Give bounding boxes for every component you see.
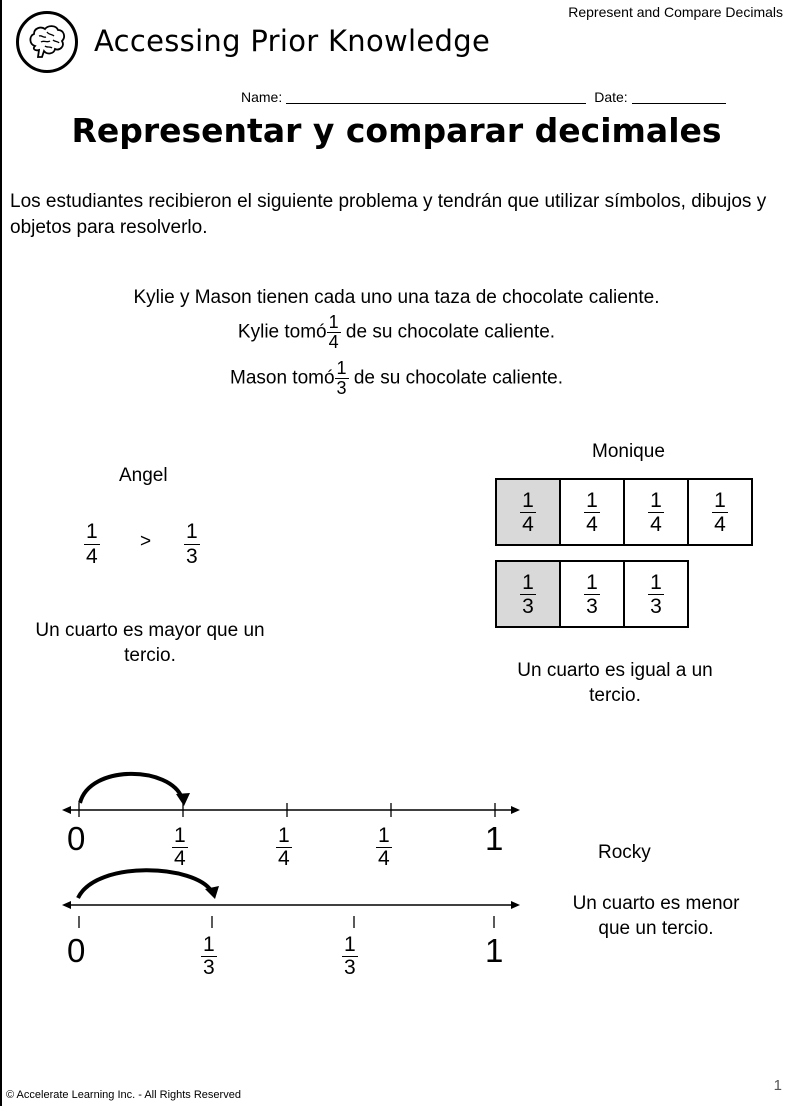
brand-title: Accessing Prior Knowledge <box>94 24 491 58</box>
name-field[interactable] <box>286 103 586 104</box>
number-line-2-fraction: $\frac{1}{3}$ <box>203 933 215 979</box>
fourths-cell: $\frac{1}{4}$ <box>497 480 561 544</box>
number-line-1-left-arrow <box>62 806 71 814</box>
date-label: Date: <box>594 89 628 105</box>
angel-right-fraction: $\frac{1}{3}$ <box>186 520 198 568</box>
number-line-1-right-arrow <box>511 806 520 814</box>
number-line-2-left-arrow <box>62 901 71 909</box>
page-border <box>0 0 2 1106</box>
page-title: Representar y comparar decimales <box>71 111 722 150</box>
fourths-cell: $\frac{1}{4}$ <box>714 488 726 536</box>
thirds-cell: $\frac{1}{3}$ <box>650 570 662 618</box>
monique-name: Monique <box>592 441 665 462</box>
monique-statement: Un cuarto es igual a un tercio. <box>517 660 713 706</box>
thirds-cell: $\frac{1}{3}$ <box>497 562 561 626</box>
fourths-cell: $\frac{1}{4}$ <box>561 480 625 544</box>
angel-statement: Un cuarto es mayor que un tercio. <box>35 620 265 666</box>
angel-left-fraction: $\frac{1}{4}$ <box>86 520 98 568</box>
problem-line-1: Kylie y Mason tienen cada uno una taza de chocolate caliente. <box>133 287 660 308</box>
greater-than-symbol: > <box>140 531 152 552</box>
number-line-1-fraction: $\frac{1}{4}$ <box>378 824 390 870</box>
problem-line-2 <box>0 313 793 352</box>
problem-line-3 <box>0 359 793 398</box>
number-line-1-fraction: $\frac{1}{4}$ <box>174 824 186 870</box>
problem-line-2-post: de su chocolate caliente. <box>345 321 556 343</box>
name-label: Name: <box>241 89 283 105</box>
number-line-1-start: 0 <box>67 820 86 857</box>
fourths-cell: $\frac{1}{4}$ <box>625 480 689 544</box>
fraction-one-fourth: $\frac{1}{4}$ <box>328 312 339 352</box>
jump-arrowhead <box>176 793 190 806</box>
thirds-bar <box>495 560 689 628</box>
number-line-2-right-arrow <box>511 901 520 909</box>
angel-name: Angel <box>119 465 168 486</box>
number-line-1-fraction: $\frac{1}{4}$ <box>278 824 290 870</box>
intro-paragraph: Los estudiantes recibieron el siguiente problema y tendrán que utilizar símbolos, dibujos y objetos para resolverlo. <box>10 191 767 238</box>
copyright-footer: © Accelerate Learning Inc. - All Rights Reserved <box>6 1089 241 1101</box>
jump-arc-fourth <box>80 774 182 803</box>
number-line-2-start: 0 <box>67 932 86 969</box>
problem-line-2-pre: Kylie tomó <box>237 321 327 343</box>
number-line-2-fraction: $\frac{1}{3}$ <box>344 933 356 979</box>
brain-icon <box>16 11 78 73</box>
date-field[interactable] <box>632 103 726 104</box>
problem-line-3-pre: Mason tomó <box>230 367 335 389</box>
problem-line-3-post: de su chocolate caliente. <box>353 367 563 389</box>
rocky-name: Rocky <box>598 842 651 863</box>
fraction-one-third: $\frac{1}{3}$ <box>336 358 347 398</box>
fourths-bar <box>495 478 753 546</box>
unit-label: Represent and Compare Decimals <box>568 4 783 20</box>
rocky-statement: Un cuarto es menor que un tercio. <box>572 893 740 939</box>
page-number: 1 <box>773 1077 782 1094</box>
number-line-2-end: 1 <box>485 932 504 969</box>
name-date-row <box>241 89 726 105</box>
number-line-1-end: 1 <box>485 820 504 857</box>
thirds-cell: $\frac{1}{3}$ <box>561 562 625 626</box>
jump-arc-third <box>78 870 212 898</box>
